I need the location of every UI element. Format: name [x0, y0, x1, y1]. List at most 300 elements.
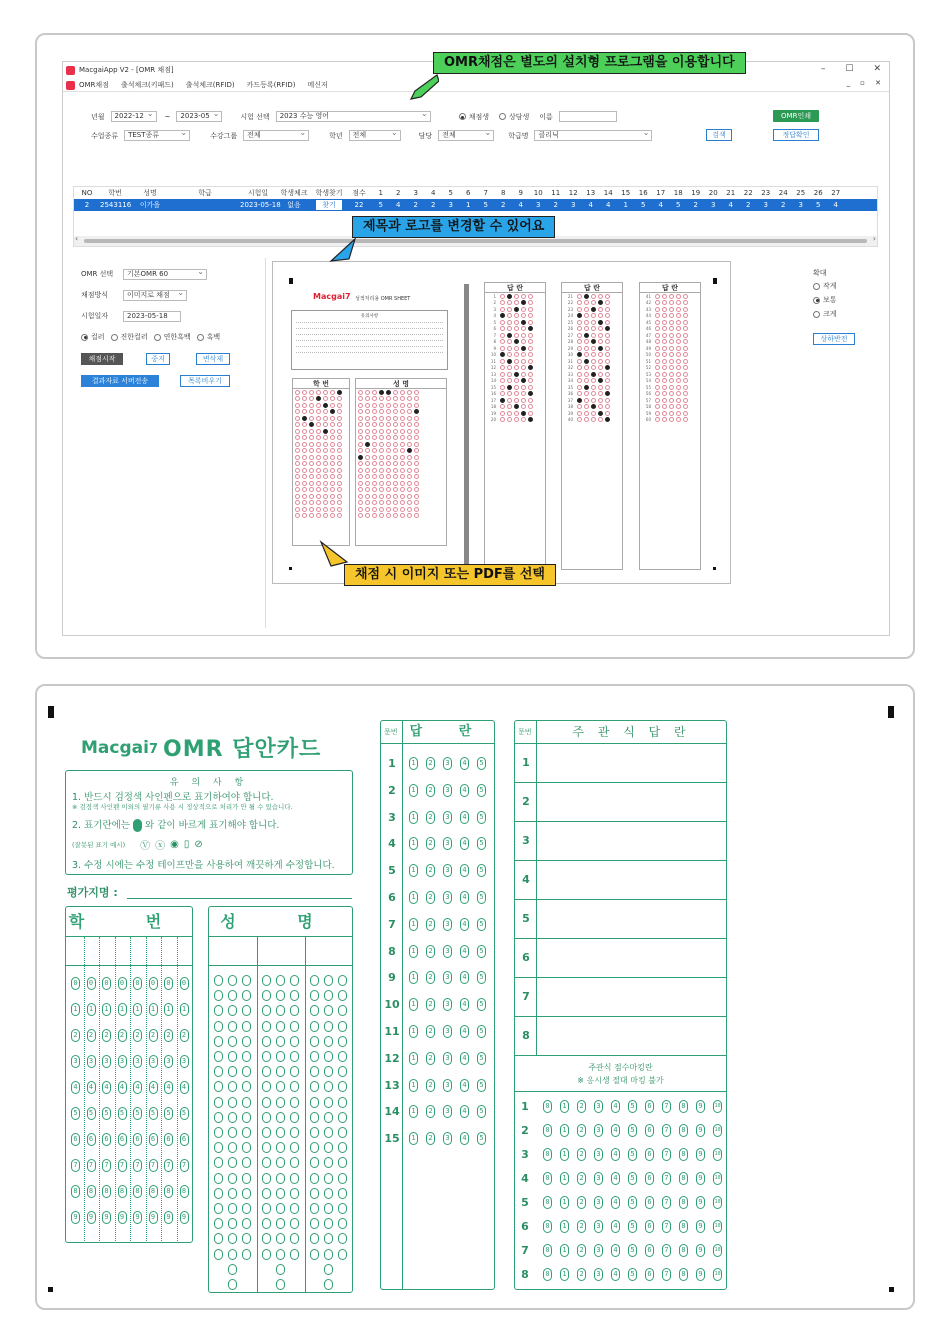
radio-color[interactable] — [81, 332, 105, 342]
school-select[interactable]: 클리닉 ⌄ — [534, 130, 652, 141]
score-bubble[interactable]: 9 — [696, 1268, 705, 1281]
table-header-cell[interactable]: 학번 — [108, 189, 122, 197]
student-name-bubble[interactable] — [228, 975, 237, 986]
answer-choice-bubble[interactable]: 1 — [409, 1052, 418, 1065]
score-bubble[interactable]: 2 — [577, 1148, 586, 1161]
student-id-bubble[interactable]: 8 — [102, 1185, 111, 1198]
score-bubble[interactable]: 8 — [679, 1124, 688, 1137]
radio-light-bw[interactable] — [154, 332, 191, 342]
student-id-bubble[interactable]: 6 — [87, 1133, 96, 1146]
score-bubble[interactable]: 0 — [543, 1244, 552, 1257]
student-id-bubble[interactable]: 9 — [164, 1211, 173, 1224]
answer-choice-bubble[interactable]: 2 — [426, 1105, 435, 1118]
student-name-bubble[interactable] — [310, 1066, 319, 1077]
student-id-bubble[interactable]: 3 — [102, 1055, 111, 1068]
student-name-bubble[interactable] — [214, 1218, 223, 1229]
answer-choice-bubble[interactable]: 4 — [460, 971, 469, 984]
student-id-bubble[interactable]: 2 — [71, 1029, 80, 1042]
score-bubble[interactable]: 10 — [713, 1268, 722, 1281]
score-bubble[interactable]: 8 — [679, 1100, 688, 1113]
student-id-bubble[interactable]: 2 — [133, 1029, 142, 1042]
student-name-bubble[interactable] — [262, 1066, 271, 1077]
student-name-bubble[interactable] — [338, 1005, 347, 1016]
answer-choice-bubble[interactable]: 1 — [409, 918, 418, 931]
score-bubble[interactable]: 1 — [560, 1244, 569, 1257]
table-header-cell[interactable]: 1 — [378, 189, 383, 197]
menu-attendance-keypad[interactable]: 출석체크(키패드) — [120, 81, 174, 89]
student-id-bubble[interactable]: 6 — [102, 1133, 111, 1146]
student-name-bubble[interactable] — [242, 1188, 251, 1199]
score-bubble[interactable]: 5 — [628, 1244, 637, 1257]
score-bubble[interactable]: 1 — [560, 1172, 569, 1185]
student-id-bubble[interactable]: 1 — [87, 1003, 96, 1016]
answer-choice-bubble[interactable]: 5 — [477, 1052, 486, 1065]
student-name-bubble[interactable] — [310, 1188, 319, 1199]
student-id-bubble[interactable]: 8 — [180, 1185, 189, 1198]
score-bubble[interactable]: 4 — [611, 1124, 620, 1137]
table-header-cell[interactable]: 5 — [448, 189, 453, 197]
student-name-bubble[interactable] — [276, 1021, 285, 1032]
student-id-bubble[interactable]: 3 — [87, 1055, 96, 1068]
answer-choice-bubble[interactable]: 4 — [460, 945, 469, 958]
student-name-bubble[interactable] — [290, 1142, 299, 1153]
student-name-bubble[interactable] — [276, 1218, 285, 1229]
student-name-bubble[interactable] — [324, 1112, 333, 1123]
score-bubble[interactable]: 2 — [577, 1196, 586, 1209]
student-name-bubble[interactable] — [242, 1005, 251, 1016]
table-header-cell[interactable]: 24 — [778, 189, 788, 197]
student-id-bubble[interactable]: 3 — [180, 1055, 189, 1068]
score-bubble[interactable]: 7 — [662, 1148, 671, 1161]
student-id-bubble[interactable]: 3 — [149, 1055, 158, 1068]
answer-choice-bubble[interactable]: 4 — [460, 1025, 469, 1038]
student-name-bubble[interactable] — [310, 990, 319, 1001]
score-bubble[interactable]: 0 — [543, 1124, 552, 1137]
student-id-bubble[interactable]: 6 — [180, 1133, 189, 1146]
score-bubble[interactable]: 1 — [560, 1220, 569, 1233]
table-header-cell[interactable]: 3 — [413, 189, 418, 197]
clear-list-button[interactable]: 목록비우기 — [180, 375, 230, 387]
answer-choice-bubble[interactable]: 4 — [460, 998, 469, 1011]
student-id-bubble[interactable]: 2 — [87, 1029, 96, 1042]
student-name-bubble[interactable] — [214, 1233, 223, 1244]
score-bubble[interactable]: 4 — [611, 1244, 620, 1257]
student-name-bubble[interactable] — [324, 1173, 333, 1184]
student-name-bubble[interactable] — [242, 1173, 251, 1184]
student-name-bubble[interactable] — [276, 990, 285, 1001]
student-name-bubble[interactable] — [290, 1188, 299, 1199]
student-id-bubble[interactable]: 1 — [164, 1003, 173, 1016]
class-type-select[interactable]: TEST종류 ⌄ — [124, 130, 190, 141]
score-bubble[interactable]: 0 — [543, 1268, 552, 1281]
student-name-bubble[interactable] — [228, 1173, 237, 1184]
student-id-bubble[interactable]: 2 — [118, 1029, 127, 1042]
scroll-right-icon[interactable]: › — [872, 234, 876, 243]
menu-attendance-rfid[interactable]: 출석체크(RFID) — [185, 81, 235, 89]
score-bubble[interactable]: 9 — [696, 1220, 705, 1233]
student-id-bubble[interactable]: 5 — [180, 1107, 189, 1120]
student-name-bubble[interactable] — [276, 1142, 285, 1153]
score-bubble[interactable]: 1 — [560, 1124, 569, 1137]
student-id-bubble[interactable]: 5 — [71, 1107, 80, 1120]
answer-choice-bubble[interactable]: 2 — [426, 757, 435, 770]
student-name-bubble[interactable] — [324, 1005, 333, 1016]
table-header-cell[interactable]: 19 — [691, 189, 701, 197]
teacher-select[interactable]: 전체 ⌄ — [438, 130, 494, 141]
answer-choice-bubble[interactable]: 5 — [477, 918, 486, 931]
table-header-cell[interactable]: 15 — [621, 189, 631, 197]
student-id-bubble[interactable]: 9 — [149, 1211, 158, 1224]
table-header-cell[interactable]: 4 — [431, 189, 436, 197]
student-name-bubble[interactable] — [276, 1188, 285, 1199]
answer-choice-bubble[interactable]: 2 — [426, 1025, 435, 1038]
student-name-bubble[interactable] — [338, 1021, 347, 1032]
student-name-bubble[interactable] — [290, 1097, 299, 1108]
student-name-bubble[interactable] — [214, 1112, 223, 1123]
student-name-bubble[interactable] — [310, 1249, 319, 1260]
start-grading-button[interactable]: 채점시작 — [81, 353, 123, 365]
score-bubble[interactable]: 4 — [611, 1220, 620, 1233]
answer-choice-bubble[interactable]: 5 — [477, 998, 486, 1011]
answer-choice-bubble[interactable]: 4 — [460, 1132, 469, 1145]
score-bubble[interactable]: 10 — [713, 1124, 722, 1137]
score-bubble[interactable]: 3 — [594, 1172, 603, 1185]
student-name-bubble[interactable] — [242, 1203, 251, 1214]
answer-choice-bubble[interactable]: 5 — [477, 1105, 486, 1118]
student-id-bubble[interactable]: 1 — [102, 1003, 111, 1016]
score-bubble[interactable]: 4 — [611, 1268, 620, 1281]
answer-choice-bubble[interactable]: 3 — [443, 757, 452, 770]
score-bubble[interactable]: 2 — [577, 1244, 586, 1257]
answer-choice-bubble[interactable]: 4 — [460, 891, 469, 904]
student-name-bubble[interactable] — [214, 1051, 223, 1062]
score-bubble[interactable]: 6 — [645, 1268, 654, 1281]
student-name-bubble[interactable] — [324, 1264, 333, 1275]
student-name-bubble[interactable] — [228, 1203, 237, 1214]
answer-choice-bubble[interactable]: 4 — [460, 864, 469, 877]
score-bubble[interactable]: 3 — [594, 1196, 603, 1209]
student-name-bubble[interactable] — [276, 1279, 285, 1290]
student-id-bubble[interactable]: 5 — [102, 1107, 111, 1120]
answer-choice-bubble[interactable]: 3 — [443, 837, 452, 850]
answer-choice-bubble[interactable]: 4 — [460, 757, 469, 770]
score-bubble[interactable]: 7 — [662, 1220, 671, 1233]
table-header-cell[interactable]: 2 — [396, 189, 401, 197]
answer-choice-bubble[interactable]: 4 — [460, 837, 469, 850]
student-id-bubble[interactable]: 7 — [164, 1159, 173, 1172]
student-name-bubble[interactable] — [310, 1233, 319, 1244]
student-name-bubble[interactable] — [290, 1203, 299, 1214]
student-name-bubble[interactable] — [338, 1249, 347, 1260]
student-id-bubble[interactable]: 0 — [149, 977, 158, 990]
table-row[interactable] — [74, 199, 877, 211]
student-name-bubble[interactable] — [228, 990, 237, 1001]
table-header-cell[interactable]: 학생찾기 — [315, 189, 343, 197]
student-name-bubble[interactable] — [276, 1005, 285, 1016]
student-name-bubble[interactable] — [290, 1127, 299, 1138]
answer-choice-bubble[interactable]: 3 — [443, 1052, 452, 1065]
student-name-bubble[interactable] — [324, 1203, 333, 1214]
score-bubble[interactable]: 5 — [628, 1196, 637, 1209]
student-name-bubble[interactable] — [228, 1081, 237, 1092]
student-name-bubble[interactable] — [228, 1127, 237, 1138]
answer-choice-bubble[interactable]: 3 — [443, 784, 452, 797]
score-bubble[interactable]: 5 — [628, 1172, 637, 1185]
student-id-bubble[interactable]: 6 — [118, 1133, 127, 1146]
score-bubble[interactable]: 1 — [560, 1196, 569, 1209]
student-id-bubble[interactable]: 2 — [149, 1029, 158, 1042]
from-month-select[interactable]: 2022-12 ⌄ — [111, 111, 157, 122]
answer-choice-bubble[interactable]: 1 — [409, 891, 418, 904]
student-name-bubble[interactable] — [242, 1112, 251, 1123]
student-name-bubble[interactable] — [338, 990, 347, 1001]
student-id-bubble[interactable]: 5 — [149, 1107, 158, 1120]
answer-choice-bubble[interactable]: 2 — [426, 784, 435, 797]
group-select[interactable]: 전체 ⌄ — [243, 130, 309, 141]
answer-choice-bubble[interactable]: 5 — [477, 811, 486, 824]
student-id-bubble[interactable]: 1 — [149, 1003, 158, 1016]
student-name-bubble[interactable] — [228, 1036, 237, 1047]
student-id-bubble[interactable]: 9 — [180, 1211, 189, 1224]
student-name-bubble[interactable] — [338, 1081, 347, 1092]
answer-choice-bubble[interactable]: 4 — [460, 811, 469, 824]
score-bubble[interactable]: 0 — [543, 1148, 552, 1161]
student-name-bubble[interactable] — [242, 1249, 251, 1260]
student-name-bubble[interactable] — [310, 1173, 319, 1184]
student-name-bubble[interactable] — [242, 1233, 251, 1244]
answer-choice-bubble[interactable]: 2 — [426, 1079, 435, 1092]
student-name-bubble[interactable] — [290, 1173, 299, 1184]
student-name-bubble[interactable] — [262, 1142, 271, 1153]
flip-vertical-button[interactable]: 상하반전 — [813, 333, 855, 345]
score-bubble[interactable]: 3 — [594, 1148, 603, 1161]
subjective-answer-field[interactable] — [537, 783, 726, 820]
score-bubble[interactable]: 5 — [628, 1124, 637, 1137]
student-name-bubble[interactable] — [214, 1142, 223, 1153]
student-id-bubble[interactable]: 2 — [164, 1029, 173, 1042]
table-header-cell[interactable]: 14 — [603, 189, 613, 197]
score-bubble[interactable]: 6 — [645, 1124, 654, 1137]
student-name-bubble[interactable] — [242, 990, 251, 1001]
student-name-bubble[interactable] — [228, 1021, 237, 1032]
score-bubble[interactable]: 3 — [594, 1220, 603, 1233]
student-name-bubble[interactable] — [324, 1249, 333, 1260]
student-id-bubble[interactable]: 4 — [118, 1081, 127, 1094]
student-name-bubble[interactable] — [310, 1127, 319, 1138]
score-bubble[interactable]: 8 — [679, 1196, 688, 1209]
student-id-bubble[interactable]: 0 — [102, 977, 111, 990]
student-name-bubble[interactable] — [276, 1127, 285, 1138]
student-name-bubble[interactable] — [276, 975, 285, 986]
answer-choice-bubble[interactable]: 5 — [477, 1132, 486, 1145]
answer-choice-bubble[interactable]: 3 — [443, 1132, 452, 1145]
score-bubble[interactable]: 3 — [594, 1124, 603, 1137]
student-name-bubble[interactable] — [290, 1066, 299, 1077]
radio-bw[interactable] — [197, 332, 221, 342]
score-bubble[interactable]: 1 — [560, 1148, 569, 1161]
student-name-bubble[interactable] — [214, 1249, 223, 1260]
student-name-bubble[interactable] — [228, 1112, 237, 1123]
answer-choice-bubble[interactable]: 3 — [443, 864, 452, 877]
student-name-bubble[interactable] — [324, 1021, 333, 1032]
subjective-answer-field[interactable] — [537, 900, 726, 937]
score-bubble[interactable]: 0 — [543, 1100, 552, 1113]
student-name-bubble[interactable] — [242, 1157, 251, 1168]
student-name-bubble[interactable] — [290, 1233, 299, 1244]
student-name-bubble[interactable] — [324, 1142, 333, 1153]
score-bubble[interactable]: 2 — [577, 1100, 586, 1113]
score-bubble[interactable]: 8 — [679, 1148, 688, 1161]
student-name-bubble[interactable] — [242, 1066, 251, 1077]
student-name-bubble[interactable] — [338, 1097, 347, 1108]
table-header-cell[interactable]: 18 — [673, 189, 683, 197]
student-name-bubble[interactable] — [338, 1173, 347, 1184]
student-name-bubble[interactable] — [338, 975, 347, 986]
table-header-cell[interactable]: 학급 — [198, 189, 212, 197]
student-name-bubble[interactable] — [262, 1203, 271, 1214]
score-bubble[interactable]: 3 — [594, 1244, 603, 1257]
scroll-left-icon[interactable]: ‹ — [75, 234, 79, 243]
stop-button[interactable]: 중지 — [146, 353, 170, 365]
student-id-bubble[interactable]: 3 — [118, 1055, 127, 1068]
score-bubble[interactable]: 4 — [611, 1172, 620, 1185]
student-id-bubble[interactable]: 6 — [133, 1133, 142, 1146]
student-name-bubble[interactable] — [214, 1081, 223, 1092]
student-name-bubble[interactable] — [338, 1233, 347, 1244]
answer-choice-bubble[interactable]: 3 — [443, 998, 452, 1011]
student-name-bubble[interactable] — [262, 1021, 271, 1032]
student-name-bubble[interactable] — [338, 1218, 347, 1229]
score-bubble[interactable]: 5 — [628, 1268, 637, 1281]
student-name-bubble[interactable] — [338, 1127, 347, 1138]
student-name-bubble[interactable] — [242, 1051, 251, 1062]
zoom-normal-radio[interactable] — [813, 295, 873, 305]
student-name-bubble[interactable] — [338, 1051, 347, 1062]
scrollbar-thumb[interactable] — [84, 239, 867, 243]
score-bubble[interactable]: 8 — [679, 1268, 688, 1281]
student-name-bubble[interactable] — [262, 1157, 271, 1168]
student-name-bubble[interactable] — [324, 1279, 333, 1290]
to-month-select[interactable]: 2023-05 ⌄ — [176, 111, 222, 122]
student-name-bubble[interactable] — [276, 1081, 285, 1092]
answer-choice-bubble[interactable]: 4 — [460, 918, 469, 931]
student-name-bubble[interactable] — [228, 1005, 237, 1016]
student-name-bubble[interactable] — [214, 975, 223, 986]
answer-choice-bubble[interactable]: 5 — [477, 757, 486, 770]
student-name-bubble[interactable] — [276, 1203, 285, 1214]
table-header-cell[interactable]: 22 — [743, 189, 753, 197]
student-name-bubble[interactable] — [214, 1036, 223, 1047]
student-name-bubble[interactable] — [310, 1157, 319, 1168]
delete-result-button[interactable]: 변삭제 — [196, 353, 230, 365]
answer-choice-bubble[interactable]: 1 — [409, 864, 418, 877]
student-id-bubble[interactable]: 8 — [118, 1185, 127, 1198]
student-id-bubble[interactable]: 4 — [180, 1081, 189, 1094]
student-id-bubble[interactable]: 7 — [180, 1159, 189, 1172]
answer-choice-bubble[interactable]: 1 — [409, 784, 418, 797]
table-header-cell[interactable]: 시험일 — [247, 189, 269, 197]
student-id-bubble[interactable]: 5 — [164, 1107, 173, 1120]
score-bubble[interactable]: 7 — [662, 1172, 671, 1185]
grading-method-select[interactable]: 이미지로 채점 ⌄ — [123, 290, 187, 301]
student-id-bubble[interactable]: 0 — [164, 977, 173, 990]
score-bubble[interactable]: 10 — [713, 1100, 722, 1113]
student-name-bubble[interactable] — [214, 1005, 223, 1016]
student-name-bubble[interactable] — [290, 1051, 299, 1062]
score-bubble[interactable]: 2 — [577, 1220, 586, 1233]
answer-choice-bubble[interactable]: 4 — [460, 784, 469, 797]
answer-choice-bubble[interactable]: 2 — [426, 811, 435, 824]
student-id-bubble[interactable]: 0 — [71, 977, 80, 990]
student-name-bubble[interactable] — [242, 1218, 251, 1229]
table-header-cell[interactable]: 점수 — [352, 189, 366, 197]
table-header-cell[interactable]: 10 — [533, 189, 543, 197]
student-name-bubble[interactable] — [214, 1021, 223, 1032]
student-name-bubble[interactable] — [338, 1157, 347, 1168]
score-bubble[interactable]: 2 — [577, 1124, 586, 1137]
student-name-bubble[interactable] — [262, 1127, 271, 1138]
radio-consult[interactable] — [499, 112, 529, 122]
subjective-answer-field[interactable] — [537, 822, 726, 859]
subjective-answer-field[interactable] — [537, 861, 726, 898]
score-bubble[interactable]: 9 — [696, 1148, 705, 1161]
student-name-bubble[interactable] — [276, 1233, 285, 1244]
student-id-bubble[interactable]: 1 — [133, 1003, 142, 1016]
answer-choice-bubble[interactable]: 5 — [477, 864, 486, 877]
student-name-bubble[interactable] — [338, 1066, 347, 1077]
answer-choice-bubble[interactable]: 1 — [409, 1079, 418, 1092]
table-header-cell[interactable]: 7 — [483, 189, 488, 197]
answer-check-button[interactable]: 정답확인 — [773, 129, 819, 141]
table-header-cell[interactable]: 16 — [638, 189, 648, 197]
answer-choice-bubble[interactable]: 4 — [460, 1052, 469, 1065]
student-name-bubble[interactable] — [338, 1203, 347, 1214]
student-name-bubble[interactable] — [262, 1112, 271, 1123]
mdi-controls[interactable]: _ ▫ ✕ — [846, 79, 885, 87]
student-name-bubble[interactable] — [310, 1097, 319, 1108]
score-bubble[interactable]: 10 — [713, 1244, 722, 1257]
answer-choice-bubble[interactable]: 2 — [426, 1052, 435, 1065]
search-button[interactable]: 검색 — [706, 129, 732, 141]
student-name-bubble[interactable] — [310, 1112, 319, 1123]
student-name-bubble[interactable] — [290, 1249, 299, 1260]
score-bubble[interactable]: 0 — [543, 1172, 552, 1185]
student-name-bubble[interactable] — [290, 1112, 299, 1123]
table-header-cell[interactable]: 21 — [726, 189, 736, 197]
student-name-bubble[interactable] — [276, 1112, 285, 1123]
student-name-bubble[interactable] — [290, 1021, 299, 1032]
student-name-bubble[interactable] — [214, 1066, 223, 1077]
close-button[interactable]: ✕ — [873, 64, 881, 74]
student-name-bubble[interactable] — [324, 1157, 333, 1168]
score-bubble[interactable]: 7 — [662, 1124, 671, 1137]
student-name-bubble[interactable] — [228, 1188, 237, 1199]
answer-choice-bubble[interactable]: 3 — [443, 1025, 452, 1038]
student-id-bubble[interactable]: 3 — [164, 1055, 173, 1068]
answer-choice-bubble[interactable]: 5 — [477, 837, 486, 850]
answer-choice-bubble[interactable]: 2 — [426, 998, 435, 1011]
student-name-bubble[interactable] — [228, 1142, 237, 1153]
student-name-bubble[interactable] — [228, 1233, 237, 1244]
student-id-bubble[interactable]: 6 — [164, 1133, 173, 1146]
student-name-bubble[interactable] — [262, 1081, 271, 1092]
score-bubble[interactable]: 6 — [645, 1196, 654, 1209]
student-name-bubble[interactable] — [214, 1173, 223, 1184]
student-name-bubble[interactable] — [242, 1127, 251, 1138]
student-name-bubble[interactable] — [242, 1021, 251, 1032]
score-bubble[interactable]: 2 — [577, 1268, 586, 1281]
student-id-bubble[interactable]: 0 — [118, 977, 127, 990]
